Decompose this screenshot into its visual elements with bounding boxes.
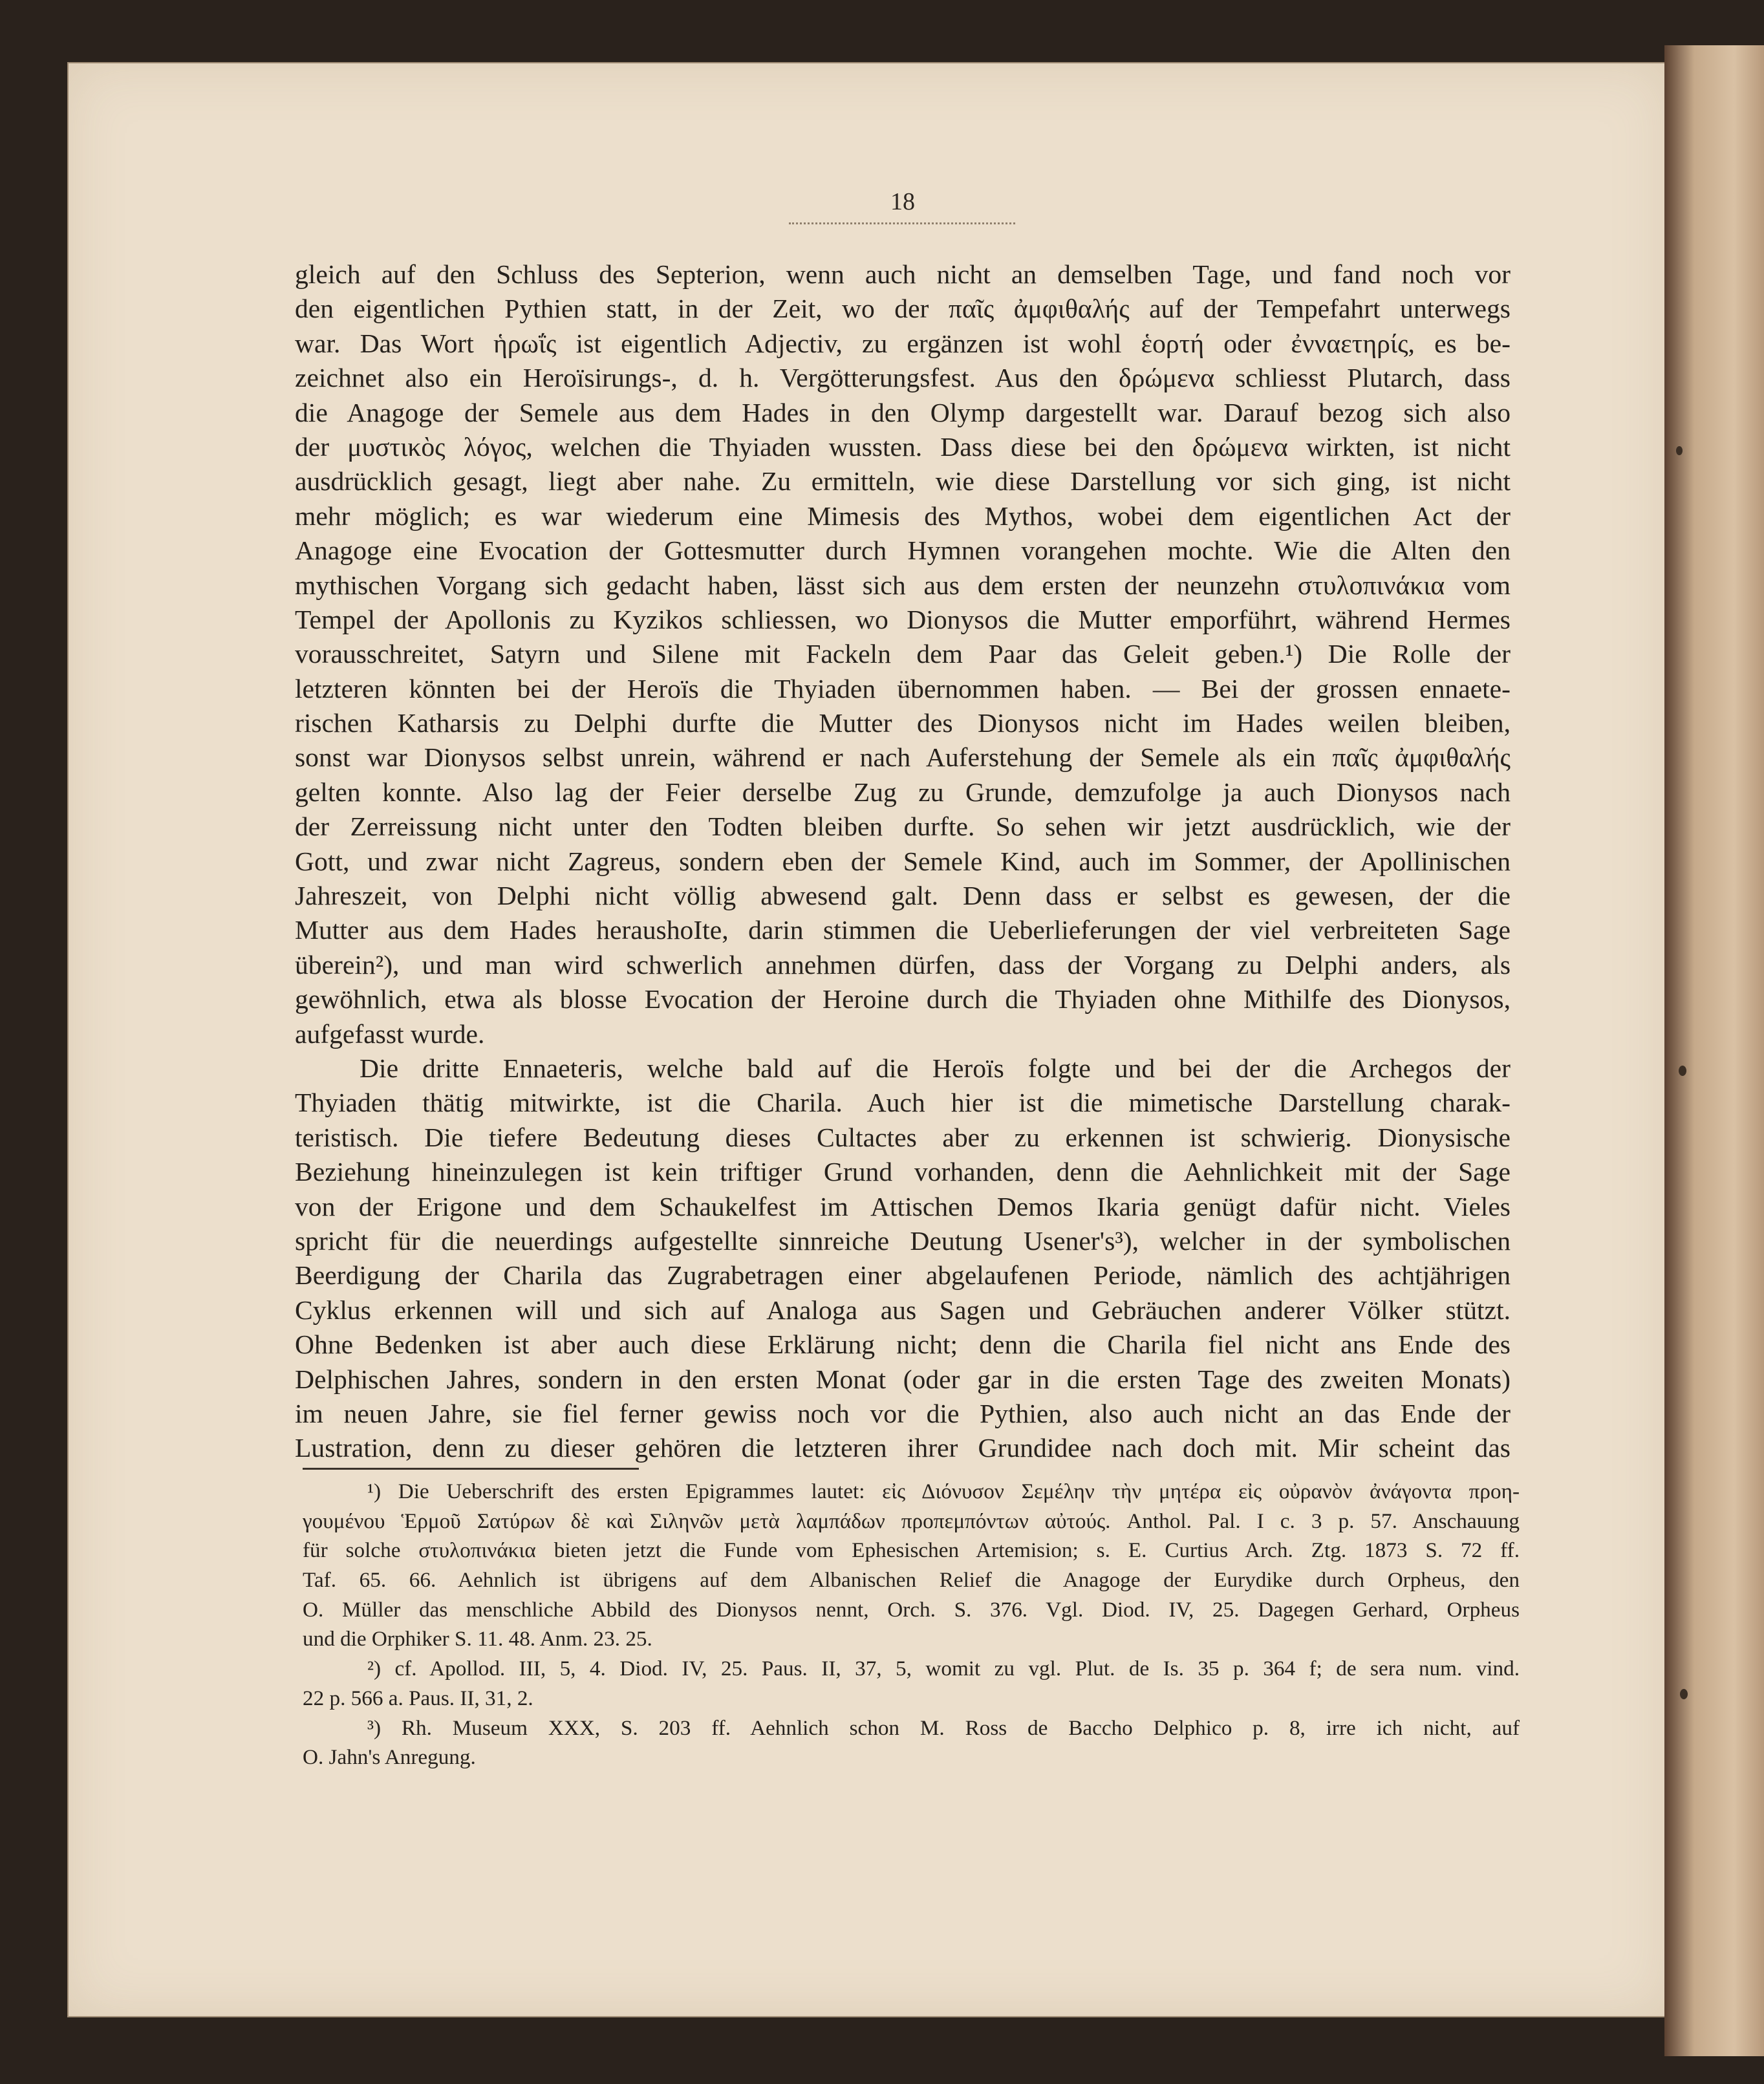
paragraph-2 [295, 1051, 1511, 1466]
text-line: Lustration, denn zu dieser gehören die letzteren ihrer Grundidee nach doch mit. Mir scheint das [295, 1433, 1511, 1463]
footnote-line: O. Jahn's Anregung. [303, 1745, 476, 1770]
text-line: ausdrücklich gesagt, liegt aber nahe. Zu ermitteln, wie diese Darstellung vor sich ging, ist nicht [295, 466, 1511, 497]
text-line: sonst war Dionysos selbst unrein, während er nach Auferstehung der Semele als ein παῖς ἀμφιθαλής [295, 742, 1511, 773]
text-line: Anagoge eine Evocation der Gottesmutter durch Hymnen vorangehen mochte. Wie die Alten den [295, 535, 1511, 566]
footnote-line: γουμένου Ἑρμοῦ Σατύρων δὲ καὶ Σιληνῶν μετὰ λαμπάδων προπεμπόντων αὐτούς. Anthol. Pal. I c. 3 p. 57. Anschauung [303, 1509, 1520, 1533]
footnote-line: und die Orphiker S. 11. 48. Anm. 23. 25. [303, 1627, 652, 1651]
paragraph-1 [295, 257, 1511, 1051]
text-line: spricht für die neuerdings aufgestellte sinnreiche Deutung Usener's³), welcher in der symbolischen [295, 1225, 1511, 1256]
text-line: Delphischen Jahres, sondern in den ersten Monat (oder gar in die ersten Tage des zweiten Monats) [295, 1364, 1511, 1394]
text-line: der μυστικὸς λόγος, welchen die Thyiaden wussten. Dass diese bei den δρώμενα wirkten, ist nicht [295, 431, 1511, 462]
footnote-line: ¹) Die Ueberschrift des ersten Epigrammes lautet: εἰς Διόνυσον Σεμέλην τὴν μητέρα εἰς οὐρανὸν ἀνάγοντα προη- [367, 1479, 1520, 1503]
text-line: vorausschreitet, Satyrn und Silene mit Fackeln dem Paar das Geleit geben.¹) Die Rolle der [295, 639, 1511, 669]
text-line: Cyklus erkennen will und sich auf Analoga aus Sagen und Gebräuchen anderer Völker stützt. [295, 1294, 1511, 1325]
page-number: 18 [890, 188, 915, 215]
text-line: Ohne Bedenken ist aber auch diese Erklärung nicht; denn die Charila fiel nicht ans Ende des [295, 1329, 1511, 1360]
text-line: gleich auf den Schluss des Septerion, wenn auch nicht an demselben Tage, und fand noch vor [295, 259, 1511, 289]
text-line: gewöhnlich, etwa als blosse Evocation der Heroine durch die Thyiaden ohne Mithilfe des Dionysos, [295, 984, 1511, 1015]
text-line: aufgefasst wurde. [295, 1018, 485, 1049]
paper-blemish [1676, 446, 1683, 455]
footnote-line: Taf. 65. 66. Aehnlich ist übrigens auf dem Albanischen Relief die Anagoge der Eurydike durch Orpheus, den [303, 1568, 1520, 1593]
page-number-ornament [789, 219, 1015, 224]
facing-page-edge [1664, 45, 1764, 2056]
text-line: Jahreszeit, von Delphi nicht völlig abwesend galt. Denn dass er selbst es gewesen, der die [295, 881, 1511, 911]
text-line: Tempel der Apollonis zu Kyzikos schliessen, wo Dionysos die Mutter emporführt, während Hermes [295, 604, 1511, 634]
footnote-line: O. Müller das menschliche Abbild des Dionysos nennt, Orch. S. 376. Vgl. Diod. IV, 25. Dagegen Gerhard, Orpheus [303, 1597, 1520, 1622]
text-line: letzteren könnten bei der Heroïs die Thyiaden übernommen haben. — Bei der grossen ennaete- [295, 673, 1511, 704]
text-line: teristisch. Die tiefere Bedeutung dieses Cultactes aber zu erkennen ist schwierig. Dionysische [295, 1122, 1511, 1152]
text-line: mythischen Vorgang sich gedacht haben, lässt sich aus dem ersten der neunzehn στυλοπινάκια vom [295, 570, 1511, 600]
text-line: überein²), und man wird schwerlich annehmen dürfen, dass der Vorgang zu Delphi anders, als [295, 949, 1511, 980]
text-line: Mutter aus dem Hades heraushoIte, darin stimmen die Ueberlieferungen der viel verbreiteten Sage [295, 915, 1511, 945]
footnote-line: 22 p. 566 a. Paus. II, 31, 2. [303, 1686, 533, 1710]
text-line: Thyiaden thätig mitwirkte, ist die Charila. Auch hier ist die mimetische Darstellung charak- [295, 1088, 1511, 1118]
footnotes [303, 1477, 1520, 1772]
text-line: im neuen Jahre, sie fiel ferner gewiss noch vor die Pythien, also auch nicht an das Ende der [295, 1398, 1511, 1428]
body-text [295, 257, 1511, 1466]
footnote-3 [303, 1713, 1520, 1772]
footnote-line: für solche στυλοπινάκια bieten jetzt die Funde vom Ephesischen Artemision; s. E. Curtius Arch. Ztg. 1873 S. 72 ff. [303, 1538, 1520, 1563]
text-line: der Zerreissung nicht unter den Todten bleiben durfte. So sehen wir jetzt ausdrücklich, wie der [295, 811, 1511, 842]
footnote-line: ²) cf. Apollod. III, 5, 4. Diod. IV, 25. Paus. II, 37, 5, womit zu vgl. Plut. de Is. 35 p. 364 f; de sera num. vind. [367, 1657, 1520, 1681]
text-line: von der Erigone und dem Schaukelfest im Attischen Demos Ikaria genügt dafür nicht. Vieles [295, 1191, 1511, 1221]
footnote-1 [303, 1477, 1520, 1654]
text-line: Beerdigung der Charila das Zugrabetragen einer abgelaufenen Periode, nämlich des achtjährigen [295, 1260, 1511, 1291]
text-line: rischen Katharsis zu Delphi durfte die Mutter des Dionysos nicht im Hades weilen bleiben, [295, 708, 1511, 738]
text-line: die Anagoge der Semele aus dem Hades in den Olymp dargestellt war. Darauf bezog sich also [295, 397, 1511, 427]
footnote-2 [303, 1654, 1520, 1713]
text-line: Beziehung hineinzulegen ist kein triftiger Grund vorhanden, denn die Aehnlichkeit mit der Sage [295, 1157, 1511, 1187]
text-line: zeichnet also ein Heroïsirungs-, d. h. Vergötterungsfest. Aus den δρώμενα schliesst Plutarch, dass [295, 363, 1511, 393]
text-line: den eigentlichen Pythien statt, in der Zeit, wo der παῖς ἀμφιθαλής auf der Tempefahrt unterwegs [295, 294, 1511, 324]
text-line: Gott, und zwar nicht Zagreus, sondern eben der Semele Kind, auch im Sommer, der Apollinischen [295, 846, 1511, 876]
paper-blemish [1679, 1066, 1686, 1076]
text-line: war. Das Wort ἡρωΐς ist eigentlich Adjectiv, zu ergänzen ist wohl ἑορτή oder ἐνναετηρίς, es be- [295, 328, 1511, 358]
text-line: mehr möglich; es war wiederum eine Mimesis des Mythos, wobei dem eigentlichen Act der [295, 500, 1511, 531]
footnote-rule [303, 1468, 639, 1470]
text-line: Die dritte Ennaeteris, welche bald auf die Heroïs folgte und bei der die Archegos der [360, 1053, 1511, 1083]
paper-blemish [1680, 1689, 1688, 1699]
footnote-line: ³) Rh. Museum XXX, S. 203 ff. Aehnlich schon M. Ross de Baccho Delphico p. 8, irre ich nicht, auf [367, 1715, 1520, 1740]
text-line: gelten konnte. Also lag der Feier derselbe Zug zu Grunde, demzufolge ja auch Dionysos nach [295, 777, 1511, 807]
